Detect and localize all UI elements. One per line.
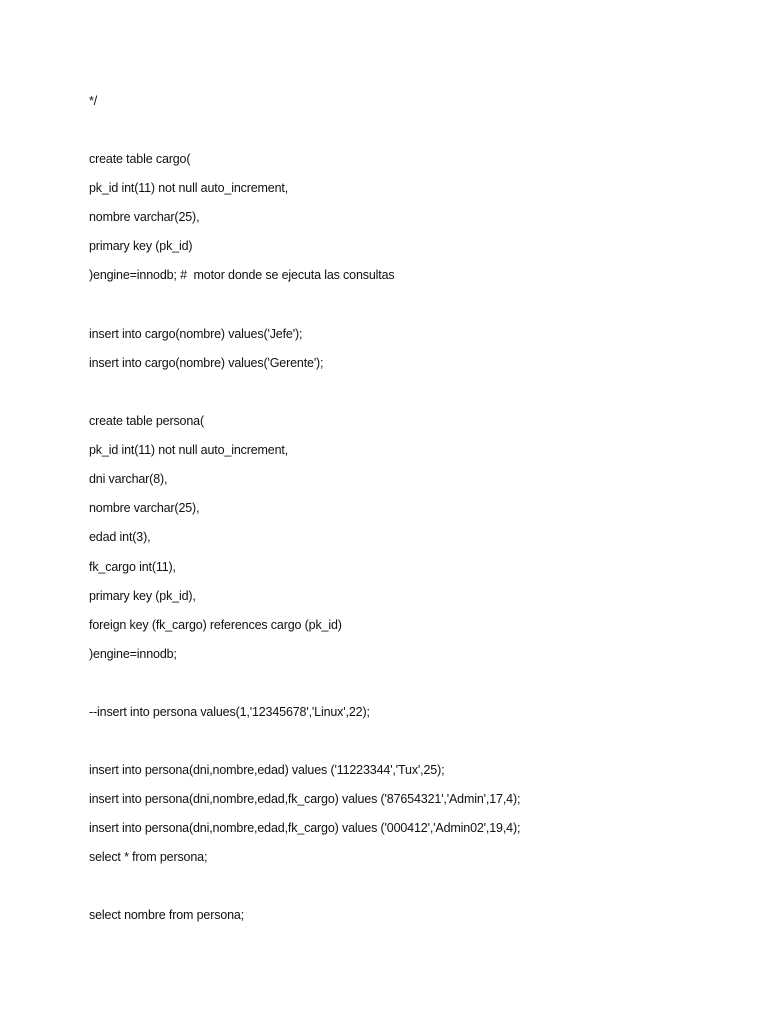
text-line: create table persona( xyxy=(89,414,204,428)
text-line: insert into persona(dni,nombre,edad) values ('11223344','Tux',25); xyxy=(89,763,445,777)
text-line: insert into cargo(nombre) values('Jefe'); xyxy=(89,327,303,341)
text-line: --insert into persona values(1,'12345678','Linux',22); xyxy=(89,705,370,719)
text-line: )engine=innodb; # motor donde se ejecuta las consultas xyxy=(89,268,395,282)
text-line: primary key (pk_id), xyxy=(89,589,196,603)
text-line: nombre varchar(25), xyxy=(89,501,200,515)
text-line: select * from persona; xyxy=(89,850,208,864)
text-line: create table cargo( xyxy=(89,152,191,166)
text-line: nombre varchar(25), xyxy=(89,210,200,224)
text-line: insert into persona(dni,nombre,edad,fk_cargo) values ('000412','Admin02',19,4); xyxy=(89,821,521,835)
text-line: edad int(3), xyxy=(89,530,151,544)
text-line: select nombre from persona; xyxy=(89,908,245,922)
text-line: )engine=innodb; xyxy=(89,647,177,661)
text-line: insert into cargo(nombre) values('Gerente'); xyxy=(89,356,324,370)
text-line: dni varchar(8), xyxy=(89,472,168,486)
text-line: foreign key (fk_cargo) references cargo (pk_id) xyxy=(89,618,342,632)
text-line: pk_id int(11) not null auto_increment, xyxy=(89,443,289,457)
text-line: insert into persona(dni,nombre,edad,fk_cargo) values ('87654321','Admin',17,4); xyxy=(89,792,521,806)
text-line: */ xyxy=(89,94,98,108)
text-line: primary key (pk_id) xyxy=(89,239,193,253)
text-line: fk_cargo int(11), xyxy=(89,560,176,574)
text-line: pk_id int(11) not null auto_increment, xyxy=(89,181,289,195)
